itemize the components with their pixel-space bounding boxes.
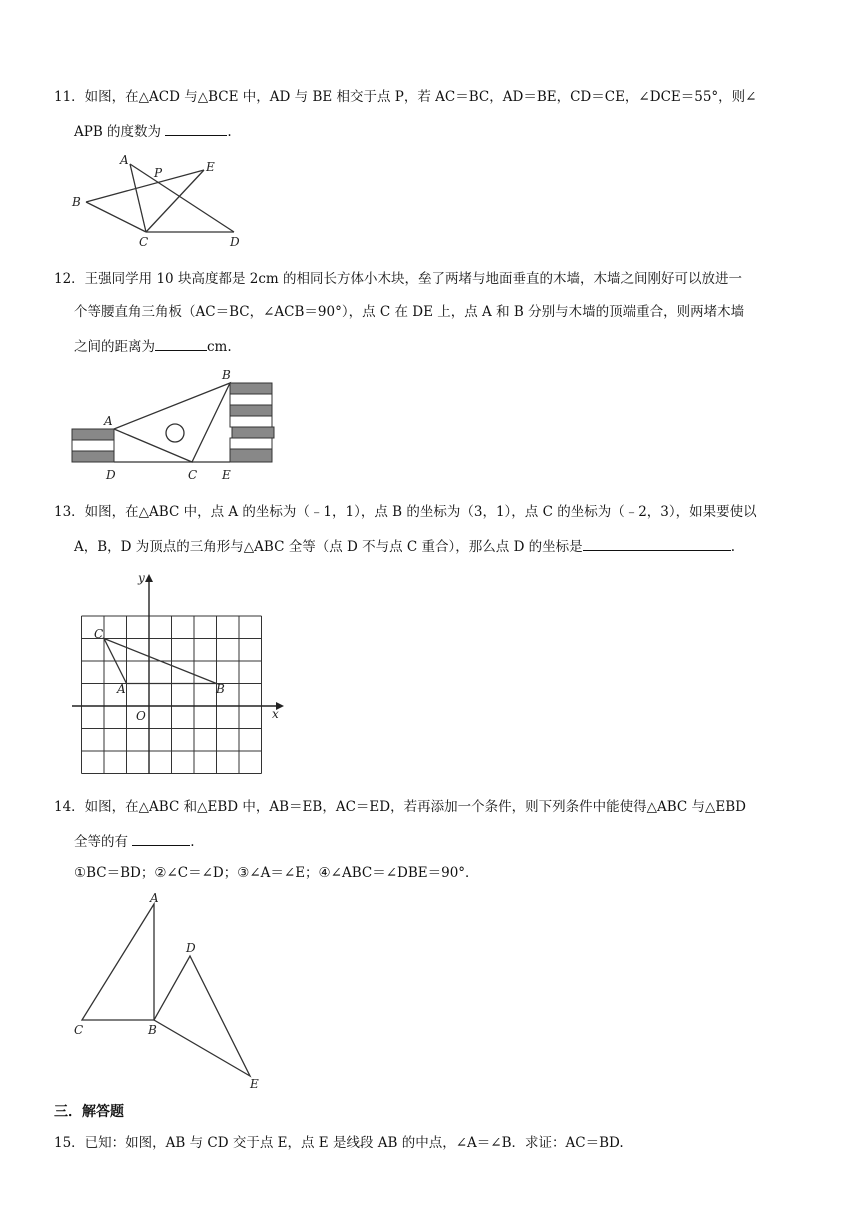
q13-label-o: O	[136, 709, 146, 723]
q12-label-e: E	[222, 468, 231, 482]
q11-line1: 11．如图，在△ACD 与△BCE 中，AD 与 BE 相交于点 P，若 AC＝BC，AD＝BE，CD＝CE，∠DCE＝55°，则∠	[54, 89, 757, 105]
q12-answer-blank	[155, 336, 207, 351]
q11-label-c: C	[139, 235, 149, 249]
q14-answer-blank	[132, 831, 190, 846]
q13-answer-blank	[583, 536, 731, 551]
q13-label-x: x	[272, 707, 279, 721]
q11-figure	[64, 150, 264, 250]
y-axis-arrow	[145, 574, 153, 582]
q14-label-b: B	[148, 1023, 157, 1037]
q11-text: APB 的度数为	[74, 124, 162, 140]
q12-figure	[62, 365, 302, 485]
q13-line2	[74, 536, 735, 556]
q11-period: .	[227, 124, 232, 140]
q15-line1: 15．已知：如图，AB 与 CD 交于点 E，点 E 是线段 AB 的中点，∠A＝∠B．求证：AC＝BD.	[54, 1135, 624, 1151]
q12-label-a: A	[104, 414, 113, 428]
q14-period: .	[190, 834, 195, 850]
q12-label-c: C	[188, 468, 198, 482]
q13-text: A，B，D 为顶点的三角形与△ABC 全等（点 D 不与点 C 重合），那么点 D 的坐标是	[74, 539, 583, 555]
q11-label-e: E	[206, 160, 215, 174]
q13-label-y: y	[138, 571, 145, 585]
q12-line2: 个等腰直角三角板（AC＝BC，∠ACB＝90°），点 C 在 DE 上，点 A 和 B 分别与木墙的顶端重合，则两堵木墙	[74, 304, 745, 320]
q11-line2	[74, 121, 232, 141]
q14-text: 全等的有	[74, 834, 128, 850]
q13-period: .	[730, 539, 735, 555]
q12-text: 之间的距离为	[74, 339, 155, 355]
q11-label-d: D	[230, 235, 240, 249]
q13-label-a: A	[117, 682, 126, 696]
q12-line1: 12．王强同学用 10 块高度都是 2cm 的相同长方体小木块，垒了两堵与地面垂直的木墙，木墙之间刚好可以放进一	[54, 271, 742, 287]
q11-label-p: P	[154, 166, 163, 180]
q13-label-c: C	[94, 627, 104, 641]
q14-label-d: D	[186, 941, 196, 955]
q13-label-b: B	[216, 682, 225, 696]
q11-answer-blank	[165, 121, 227, 136]
q14-line1: 14．如图，在△ABC 和△EBD 中，AB＝EB，AC＝ED，若再添加一个条件，则下列条件中能使得△ABC 与△EBD	[54, 799, 746, 815]
q12-line3	[74, 336, 232, 356]
q14-label-e: E	[250, 1077, 259, 1090]
q14-label-a: A	[150, 891, 159, 905]
q14-label-c: C	[74, 1023, 84, 1037]
q14-figure	[64, 890, 284, 1090]
q12-label-d: D	[106, 468, 116, 482]
q11-label-b: B	[72, 195, 81, 209]
q12-unit: cm.	[207, 339, 232, 355]
q13-line1: 13．如图，在△ABC 中，点 A 的坐标为（﹣1，1），点 B 的坐标为（3，1），点 C 的坐标为（﹣2，3），如果要使以	[54, 504, 757, 520]
q11-label-a: A	[120, 153, 129, 167]
q14-line2	[74, 831, 195, 851]
q12-label-b: B	[222, 368, 231, 382]
section-heading: 三．解答题	[54, 1104, 124, 1120]
q14-line3: ①BC＝BD；②∠C＝∠D；③∠A＝∠E；④∠ABC＝∠DBE＝90°．	[74, 865, 479, 881]
q13-figure	[66, 570, 286, 776]
